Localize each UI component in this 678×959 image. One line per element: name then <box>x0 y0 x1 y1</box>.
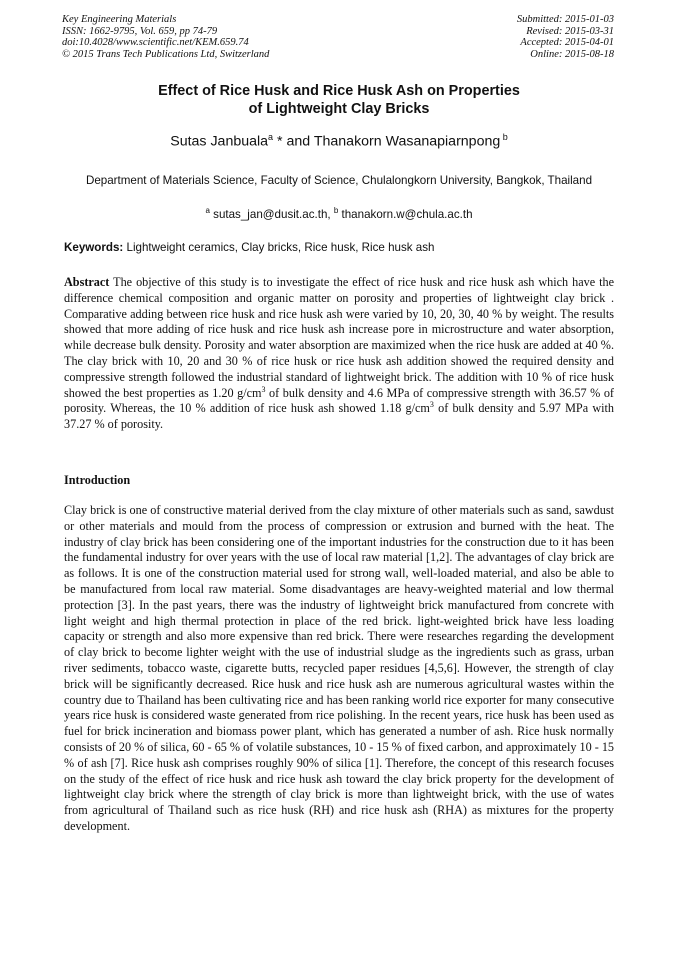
abstract-text-3: of bulk density and 5.97 MPa with 37.27 % of porosity. <box>64 401 614 432</box>
abstract-label: Abstract <box>64 275 110 289</box>
introduction-heading: Introduction <box>64 473 131 487</box>
journal-issn: ISSN: 1662-9795, Vol. 659, pp 74-79 <box>62 25 218 37</box>
date-online: Online: 2015-08-18 <box>530 48 614 60</box>
email-b-mark: b <box>333 206 339 215</box>
abstract-sup-1: 3 <box>261 384 266 394</box>
paper-title <box>60 82 618 118</box>
journal-doi: doi:10.4028/www.scientific.net/KEM.659.74 <box>62 37 249 49</box>
keywords-label: Keywords: <box>64 241 124 254</box>
keywords <box>64 241 614 254</box>
publication-dates <box>517 14 614 60</box>
author-2-affil-mark: b <box>500 132 508 142</box>
email-b: thanakorn.w@chula.ac.th <box>338 207 473 221</box>
email-a-mark: a <box>205 206 210 215</box>
affiliation: Department of Materials Science, Faculty of Science, Chulalongkorn University, Bangkok, Thailand <box>85 174 593 187</box>
title-line-1: Effect of Rice Husk and Rice Husk Ash on Properties <box>158 83 520 99</box>
introduction-body <box>64 503 614 835</box>
abstract-text-2: of bulk density and 4.6 MPa of compressive strength with 36.57 % of porosity. Whereas, the 10 % addition of rice husk ash showed 1.18 g/cm <box>64 385 614 416</box>
author-1-affil-mark: a <box>268 132 274 142</box>
journal-header <box>62 14 614 60</box>
corresponding-mark: * <box>273 133 283 150</box>
journal-name: Key Engineering Materials <box>62 14 177 25</box>
abstract-text-1: The objective of this study is to investigate the effect of rice husk and rice husk ash which have the difference chemical composition and organic matter on porosity and properties of lightweight clay brick . Comparative adding between rice husk and rice husk ash were varied by 10, 20, 30, 40 % by weight. The results showed that more adding of rice husk and rice husk ash increase pore in microstructure and water absorption, while decrease bulk density. Porosity and water absorption are maximized when the rice husk are added at 40 %. The clay brick with 10, 20 and 30 % of rice husk or rice husk ash addition showed the required density and compressive strength followed the industrial standard of lightweight brick. The addition with 10 % of rice husk showed the best properties as 1.20 g/cm <box>64 275 614 400</box>
title-line-2: of Lightweight Clay Bricks <box>248 101 430 117</box>
journal-copyright: © 2015 Trans Tech Publications Ltd, Switzerland <box>62 48 270 60</box>
author-emails <box>60 206 618 221</box>
abstract-sup-2: 3 <box>429 400 434 410</box>
abstract <box>64 275 614 433</box>
email-a: sutas_jan@dusit.ac.th, <box>209 207 334 221</box>
author-connector: and <box>282 133 314 150</box>
date-submitted: Submitted: 2015-01-03 <box>516 14 614 25</box>
author-2: Thanakorn Wasanapiarnpong <box>313 133 501 150</box>
author-1: Sutas Janbuala <box>170 133 269 150</box>
author-list <box>60 132 618 150</box>
date-accepted: Accepted: 2015-04-01 <box>520 37 614 49</box>
journal-info <box>62 14 269 60</box>
keywords-text: Lightweight ceramics, Clay bricks, Rice husk, Rice husk ash <box>123 241 435 254</box>
date-revised: Revised: 2015-03-31 <box>526 25 614 37</box>
introduction-paragraph: Clay brick is one of constructive material derived from the clay mixture of other materials such as sand, sawdust or other materials and mould from the process of compression or extrusion and burned with the heat. The industry of clay brick has been considering one of the important industries for the construction due to it has been the fundamental industry for over years with the use of local raw material [1,2]. The advantages of clay brick are as follows. It is one of the construction material used for strong wall, well-loaded material, and also be able to be manufactured from local raw material. Some disadvantages are heavy-weighted material and low thermal protection [3]. In the past years, there was the industry of lightweight brick manufactured from concrete with light weight and high thermal protection in place of the red brick. light-weighted brick have less loading capacity or strength and also more expensive than red brick. There were researches regarding the development of clay brick to become lighter weight with the use of industrial sludge as the ingredients such as grass, urban river sediments, tobacco waste, cigarette butts, recycled paper residues [4,5,6]. However, the strength of clay brick will be significantly decreased. Rice husk and rice husk ash are numerous agricultural wastes within the country due to Thailand has been cultivating rice and has been ranking world rice exporter for many consecutive years rice husk is considered waste generated from rice polishing. In the recent years, rice husk has been used as fuel for brick incineration and biomass power plant, which has generated a number of ash. Rice husk normally consists of 20 % of silica, 60 - 65 % of volatile substances, 10 - 15 % of fixed carbon, and approximately 10 - 15 % of ash [7]. Rice husk ash comprises roughly 90% of silica [1]. Therefore, the concept of this research focuses on the study of the effect of rice husk and rice husk ash toward the clay brick property for the development of lightweight clay brick where the strength of clay brick is more than lightweight brick, with the use of wates from agricultural of Thailand such as rice husk (RH) and rice husk ash (RHA) as mixtures for the property development. <box>64 503 615 833</box>
